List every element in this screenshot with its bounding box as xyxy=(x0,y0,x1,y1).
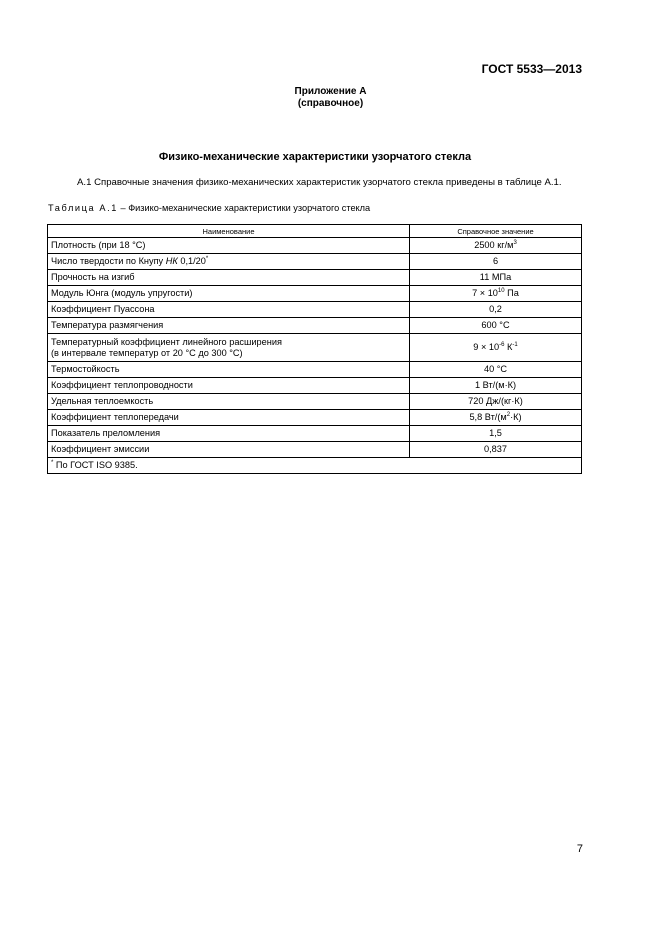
standard-number: ГОСТ 5533—2013 xyxy=(481,62,582,76)
row-name: Коэффициент теплопередачи xyxy=(48,410,410,426)
row-name: Температура размягчения xyxy=(48,318,410,334)
table-row xyxy=(48,238,582,254)
row-name: Показатель преломления xyxy=(48,426,410,442)
row-name: Термостойкость xyxy=(48,362,410,378)
table-row xyxy=(48,394,582,410)
table-row xyxy=(48,318,582,334)
table-row xyxy=(48,442,582,458)
column-header-value: Справочное значение xyxy=(410,225,582,238)
table-row xyxy=(48,302,582,318)
row-value: 6 xyxy=(410,254,582,270)
row-value: 5,8 $Вт/(м^2\cdot К)$ xyxy=(410,410,582,426)
table-footnote-row xyxy=(48,458,582,474)
table-row xyxy=(48,378,582,394)
page-number: 7 xyxy=(576,843,583,855)
table-header-row xyxy=(48,225,582,238)
table-row xyxy=(48,426,582,442)
table-footnote xyxy=(48,458,582,474)
row-name: Прочность на изгиб xyxy=(48,270,410,286)
row-value: 600 °С xyxy=(410,318,582,334)
table-row xyxy=(48,286,582,302)
footnote-text: По ГОСТ ISO 9385. xyxy=(53,460,138,470)
intro-paragraph: А.1 Справочные значения физико-механических характеристик узорчатого стекла приведены в таблице А.1. xyxy=(77,177,562,188)
row-name: Температурный коэффициент линейного расширения (в интервале температур от 20 °С до 300 °С) xyxy=(48,334,410,362)
table-row xyxy=(48,410,582,426)
section-heading: Физико-механические характеристики узорчатого стекла xyxy=(158,151,472,163)
row-name: Плотность (при 18 °С) xyxy=(48,238,410,254)
table-row xyxy=(48,270,582,286)
row-name: Коэффициент эмиссии xyxy=(48,442,410,458)
table-caption-dash: – xyxy=(117,203,129,213)
table-caption xyxy=(48,203,370,213)
row-name: Число твердости по Кнупу НК 0,1/20* xyxy=(48,254,410,270)
row-value: 11 МПа xyxy=(410,270,582,286)
table-row xyxy=(48,334,582,362)
row-value: 1,5 xyxy=(410,426,582,442)
appendix-subtitle: (справочное) xyxy=(297,98,364,109)
row-value: 720 Дж/(кг·К) xyxy=(410,394,582,410)
row-name: Коэффициент Пуассона xyxy=(48,302,410,318)
row-name: Модуль Юнга (модуль упругости) xyxy=(48,286,410,302)
column-header-name: Наименование xyxy=(48,225,410,238)
table-caption-label: Таблица А.1 xyxy=(48,203,118,213)
properties-table xyxy=(47,224,582,474)
row-name: Коэффициент теплопроводности xyxy=(48,378,410,394)
row-value: 0,2 xyxy=(410,302,582,318)
table-row xyxy=(48,362,582,378)
row-value: 1 Вт/(м·К) xyxy=(410,378,582,394)
row-name: Удельная теплоемкость xyxy=(48,394,410,410)
table-caption-text: Физико-механические характеристики узорчатого стекла xyxy=(128,203,371,213)
table-row xyxy=(48,254,582,270)
row-value: $9 \times 10^{-6}$ $К^{-1}$ xyxy=(410,334,582,362)
row-value: 0,837 xyxy=(410,442,582,458)
row-value: 2500 $кг/м^3$ xyxy=(410,238,582,254)
row-value: $7 \times 10^{10}$ Па xyxy=(410,286,582,302)
row-value: 40 °С xyxy=(410,362,582,378)
appendix-title: Приложение А xyxy=(294,86,367,97)
footnote-mark: * xyxy=(51,460,54,466)
